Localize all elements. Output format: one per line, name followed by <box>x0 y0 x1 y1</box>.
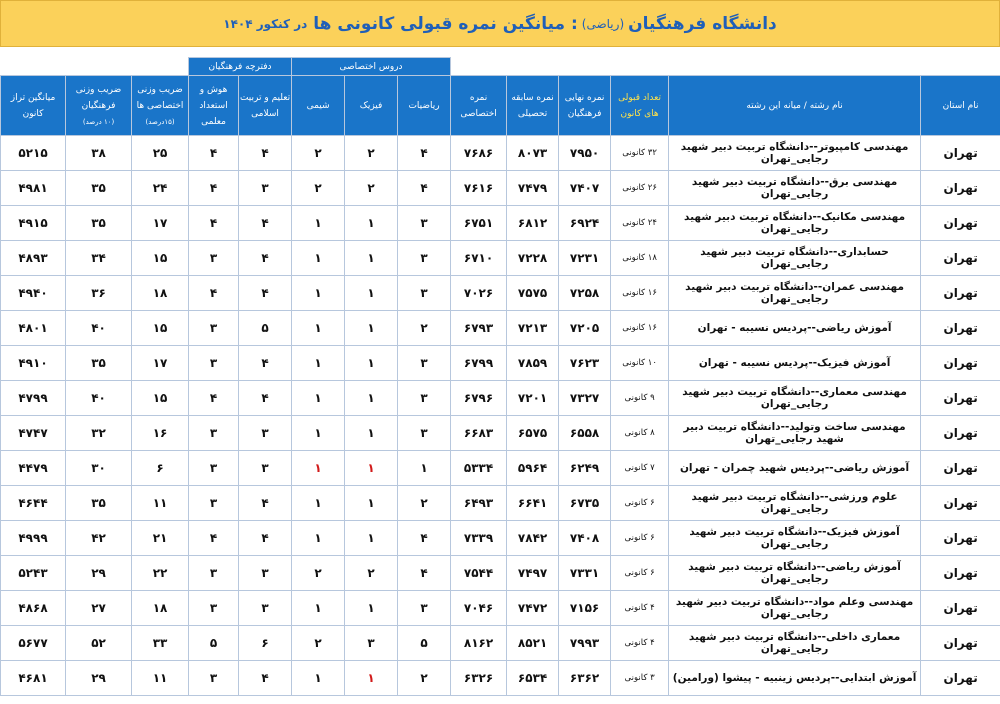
cell-math: ۴ <box>398 521 451 556</box>
cell-coef-culture: ۳۴ <box>66 241 132 276</box>
cell-quota: ۶ کانونی <box>611 521 669 556</box>
header-final: نمره نهایی فرهنگیان <box>559 76 611 136</box>
cell-major: مهندسی معماری--دانشگاه تربیت دبیر شهید رجایی_تهران <box>669 381 921 416</box>
cell-coef-culture: ۳۶ <box>66 276 132 311</box>
cell-iq: ۳ <box>189 591 239 626</box>
cell-physics: ۱ <box>345 311 398 346</box>
cell-coef-culture: ۲۹ <box>66 556 132 591</box>
table-row <box>1 416 1000 451</box>
cell-quota: ۳۲ کانونی <box>611 136 669 171</box>
cell-special: ۶۴۹۳ <box>451 486 507 521</box>
cell-chem: ۱ <box>292 486 345 521</box>
cell-quota: ۴ کانونی <box>611 626 669 661</box>
cell-chem: ۱ <box>292 346 345 381</box>
cell-coef-culture: ۵۲ <box>66 626 132 661</box>
cell-coef-culture: ۴۰ <box>66 381 132 416</box>
cell-physics: ۱ <box>345 241 398 276</box>
cell-physics: ۱ <box>345 381 398 416</box>
cell-special: ۷۰۲۶ <box>451 276 507 311</box>
cell-avg: ۴۹۴۰ <box>1 276 66 311</box>
cell-record: ۶۶۴۱ <box>507 486 559 521</box>
cell-avg: ۵۲۴۳ <box>1 556 66 591</box>
cell-coef-special: ۲۱ <box>132 521 189 556</box>
cell-major: مهندسی وعلم مواد--دانشگاه تربیت دبیر شهید رجایی_تهران <box>669 591 921 626</box>
table-row <box>1 381 1000 416</box>
cell-coef-special: ۳۳ <box>132 626 189 661</box>
cell-chem: ۱ <box>292 381 345 416</box>
cell-chem: ۱ <box>292 241 345 276</box>
cell-final: ۷۴۰۷ <box>559 171 611 206</box>
cell-record: ۷۵۷۵ <box>507 276 559 311</box>
cell-special: ۶۷۹۳ <box>451 311 507 346</box>
cell-major: مهندسی کامپیوتر--دانشگاه تربیت دبیر شهید رجایی_تهران <box>669 136 921 171</box>
cell-chem: ۱ <box>292 661 345 696</box>
cell-major: علوم ورزشی--دانشگاه تربیت دبیر شهید رجایی_تهران <box>669 486 921 521</box>
cell-major: آموزش فیزیک--پردیس نسیبه - تهران <box>669 346 921 381</box>
cell-coef-special: ۱۱ <box>132 661 189 696</box>
cell-final: ۶۳۶۲ <box>559 661 611 696</box>
cell-coef-culture: ۴۲ <box>66 521 132 556</box>
cell-province: تهران <box>921 661 1000 696</box>
cell-iq: ۳ <box>189 556 239 591</box>
cell-iq: ۳ <box>189 241 239 276</box>
cell-quota: ۲۴ کانونی <box>611 206 669 241</box>
cell-iq: ۳ <box>189 486 239 521</box>
cell-religion: ۳ <box>239 591 292 626</box>
cell-province: تهران <box>921 206 1000 241</box>
cell-coef-special: ۲۴ <box>132 171 189 206</box>
title-part3: : میانگین نمره قبولی کانونی ها <box>313 13 578 34</box>
cell-iq: ۳ <box>189 311 239 346</box>
cell-avg: ۴۹۱۰ <box>1 346 66 381</box>
cell-math: ۳ <box>398 591 451 626</box>
cell-chem: ۱ <box>292 206 345 241</box>
table-row <box>1 591 1000 626</box>
cell-quota: ۳ کانونی <box>611 661 669 696</box>
cell-physics: ۱ <box>345 416 398 451</box>
cell-religion: ۶ <box>239 626 292 661</box>
cell-iq: ۳ <box>189 451 239 486</box>
cell-record: ۵۹۶۴ <box>507 451 559 486</box>
cell-physics: ۱ <box>345 486 398 521</box>
cell-avg: ۵۲۱۵ <box>1 136 66 171</box>
header-major: نام رشته / میانه این رشته <box>669 76 921 136</box>
cell-avg: ۴۴۷۹ <box>1 451 66 486</box>
cell-special: ۷۳۳۹ <box>451 521 507 556</box>
cell-special: ۸۱۶۲ <box>451 626 507 661</box>
cell-physics: ۳ <box>345 626 398 661</box>
cell-special: ۶۷۹۹ <box>451 346 507 381</box>
header-physics: فیزیک <box>345 76 398 136</box>
header-coef-special <box>132 76 189 136</box>
cell-physics: ۱ <box>345 276 398 311</box>
cell-avg: ۴۸۰۱ <box>1 311 66 346</box>
cell-special: ۶۷۵۱ <box>451 206 507 241</box>
cell-final: ۷۳۳۱ <box>559 556 611 591</box>
cell-final: ۶۷۳۵ <box>559 486 611 521</box>
cell-coef-special: ۱۵ <box>132 311 189 346</box>
cell-avg: ۴۶۸۱ <box>1 661 66 696</box>
cell-coef-culture: ۳۵ <box>66 206 132 241</box>
cell-coef-culture: ۲۹ <box>66 661 132 696</box>
coef-special-label: ضریب وزنی اختصاصی ها <box>136 84 184 111</box>
cell-special: ۶۷۱۰ <box>451 241 507 276</box>
cell-quota: ۸ کانونی <box>611 416 669 451</box>
cell-religion: ۴ <box>239 521 292 556</box>
cell-math: ۳ <box>398 346 451 381</box>
group-specialized: دروس اختصاصی <box>292 58 451 76</box>
cell-religion: ۴ <box>239 486 292 521</box>
cell-quota: ۱۸ کانونی <box>611 241 669 276</box>
cell-final: ۷۲۳۱ <box>559 241 611 276</box>
cell-physics: ۲ <box>345 556 398 591</box>
cell-coef-culture: ۳۵ <box>66 346 132 381</box>
cell-coef-special: ۱۶ <box>132 416 189 451</box>
cell-chem: ۱ <box>292 416 345 451</box>
header-record: نمره سابقه تحصیلی <box>507 76 559 136</box>
cell-coef-culture: ۳۸ <box>66 136 132 171</box>
results-table <box>0 57 1000 696</box>
cell-major: مهندسی مکانیک--دانشگاه تربیت دبیر شهید رجایی_تهران <box>669 206 921 241</box>
cell-special: ۶۳۲۶ <box>451 661 507 696</box>
header-religion: تعلیم و تربیت اسلامی <box>239 76 292 136</box>
header-spacer-left <box>1 58 189 76</box>
cell-province: تهران <box>921 171 1000 206</box>
table-row <box>1 241 1000 276</box>
cell-special: ۷۵۴۴ <box>451 556 507 591</box>
cell-physics: ۱ <box>345 661 398 696</box>
cell-iq: ۴ <box>189 171 239 206</box>
header-chem: شیمی <box>292 76 345 136</box>
cell-province: تهران <box>921 416 1000 451</box>
cell-avg: ۴۷۴۷ <box>1 416 66 451</box>
cell-coef-culture: ۳۲ <box>66 416 132 451</box>
cell-religion: ۴ <box>239 136 292 171</box>
cell-record: ۷۴۷۲ <box>507 591 559 626</box>
table-row <box>1 521 1000 556</box>
cell-coef-special: ۱۸ <box>132 276 189 311</box>
cell-final: ۷۳۲۷ <box>559 381 611 416</box>
cell-record: ۷۲۱۳ <box>507 311 559 346</box>
cell-math: ۵ <box>398 626 451 661</box>
cell-chem: ۱ <box>292 451 345 486</box>
cell-math: ۴ <box>398 556 451 591</box>
cell-coef-culture: ۳۵ <box>66 171 132 206</box>
cell-major: حسابداری--دانشگاه تربیت دبیر شهید رجایی_تهران <box>669 241 921 276</box>
cell-quota: ۶ کانونی <box>611 486 669 521</box>
cell-chem: ۱ <box>292 276 345 311</box>
cell-math: ۳ <box>398 416 451 451</box>
cell-avg: ۴۸۹۳ <box>1 241 66 276</box>
cell-province: تهران <box>921 276 1000 311</box>
header-quota: تعداد قبولی های کانون <box>611 76 669 136</box>
cell-chem: ۲ <box>292 136 345 171</box>
cell-special: ۷۶۱۶ <box>451 171 507 206</box>
cell-avg: ۴۸۶۸ <box>1 591 66 626</box>
cell-coef-culture: ۳۵ <box>66 486 132 521</box>
cell-math: ۲ <box>398 311 451 346</box>
cell-province: تهران <box>921 591 1000 626</box>
cell-iq: ۳ <box>189 416 239 451</box>
cell-avg: ۴۹۸۱ <box>1 171 66 206</box>
cell-province: تهران <box>921 521 1000 556</box>
cell-province: تهران <box>921 346 1000 381</box>
table-row <box>1 346 1000 381</box>
cell-religion: ۳ <box>239 451 292 486</box>
cell-iq: ۴ <box>189 521 239 556</box>
cell-chem: ۲ <box>292 171 345 206</box>
cell-iq: ۵ <box>189 626 239 661</box>
cell-physics: ۱ <box>345 346 398 381</box>
cell-province: تهران <box>921 556 1000 591</box>
cell-physics: ۱ <box>345 521 398 556</box>
cell-physics: ۱ <box>345 591 398 626</box>
cell-math: ۳ <box>398 206 451 241</box>
cell-math: ۴ <box>398 136 451 171</box>
cell-coef-culture: ۴۰ <box>66 311 132 346</box>
table-row <box>1 311 1000 346</box>
cell-final: ۷۹۹۳ <box>559 626 611 661</box>
cell-chem: ۱ <box>292 311 345 346</box>
cell-record: ۸۰۷۳ <box>507 136 559 171</box>
cell-record: ۶۵۷۵ <box>507 416 559 451</box>
page-title <box>0 0 1000 47</box>
coef-special-note: (۱۵درصد) <box>145 117 175 126</box>
cell-math: ۳ <box>398 276 451 311</box>
cell-coef-culture: ۲۷ <box>66 591 132 626</box>
cell-record: ۷۲۰۱ <box>507 381 559 416</box>
cell-major: آموزش ریاضی--پردیس شهید چمران - تهران <box>669 451 921 486</box>
cell-major: آموزش ریاضی--دانشگاه تربیت دبیر شهید رجایی_تهران <box>669 556 921 591</box>
cell-record: ۷۴۷۹ <box>507 171 559 206</box>
cell-coef-special: ۱۷ <box>132 206 189 241</box>
cell-final: ۶۵۵۸ <box>559 416 611 451</box>
cell-iq: ۴ <box>189 206 239 241</box>
cell-quota: ۱۰ کانونی <box>611 346 669 381</box>
cell-record: ۸۵۲۱ <box>507 626 559 661</box>
cell-iq: ۴ <box>189 136 239 171</box>
cell-quota: ۷ کانونی <box>611 451 669 486</box>
cell-major: آموزش فیزیک--دانشگاه تربیت دبیر شهید رجایی_تهران <box>669 521 921 556</box>
cell-quota: ۲۶ کانونی <box>611 171 669 206</box>
group-culture: دفترچه فرهنگیان <box>189 58 292 76</box>
header-avg: میانگین تراز کانون <box>1 76 66 136</box>
header-spacer <box>451 58 1000 76</box>
cell-math: ۲ <box>398 486 451 521</box>
cell-avg: ۴۹۹۹ <box>1 521 66 556</box>
cell-math: ۳ <box>398 241 451 276</box>
cell-quota: ۴ کانونی <box>611 591 669 626</box>
cell-coef-special: ۱۵ <box>132 241 189 276</box>
cell-major: آموزش ریاضی--پردیس نسیبه - تهران <box>669 311 921 346</box>
cell-religion: ۴ <box>239 346 292 381</box>
header-special: نمره اختصاصی <box>451 76 507 136</box>
table-row <box>1 556 1000 591</box>
cell-coef-special: ۶ <box>132 451 189 486</box>
cell-record: ۷۸۴۲ <box>507 521 559 556</box>
cell-quota: ۱۶ کانونی <box>611 311 669 346</box>
cell-iq: ۳ <box>189 346 239 381</box>
cell-province: تهران <box>921 451 1000 486</box>
cell-religion: ۴ <box>239 206 292 241</box>
cell-iq: ۴ <box>189 276 239 311</box>
cell-special: ۵۳۳۴ <box>451 451 507 486</box>
cell-special: ۶۷۹۶ <box>451 381 507 416</box>
cell-religion: ۵ <box>239 311 292 346</box>
cell-province: تهران <box>921 311 1000 346</box>
cell-avg: ۴۷۹۹ <box>1 381 66 416</box>
table-row <box>1 661 1000 696</box>
cell-chem: ۱ <box>292 521 345 556</box>
title-part1: دانشگاه فرهنگیان <box>628 13 777 34</box>
cell-major: مهندسی ساخت وتولید--دانشگاه تربیت دبیر شهید رجایی_تهران <box>669 416 921 451</box>
table-row <box>1 136 1000 171</box>
cell-avg: ۴۹۱۵ <box>1 206 66 241</box>
cell-record: ۶۵۳۴ <box>507 661 559 696</box>
cell-physics: ۱ <box>345 206 398 241</box>
header-iq: هوش و استعداد معلمی <box>189 76 239 136</box>
cell-avg: ۴۶۴۴ <box>1 486 66 521</box>
cell-province: تهران <box>921 241 1000 276</box>
table-row <box>1 206 1000 241</box>
cell-province: تهران <box>921 626 1000 661</box>
cell-religion: ۳ <box>239 556 292 591</box>
cell-coef-special: ۲۲ <box>132 556 189 591</box>
cell-math: ۴ <box>398 171 451 206</box>
cell-chem: ۲ <box>292 626 345 661</box>
cell-physics: ۱ <box>345 451 398 486</box>
cell-final: ۶۲۴۹ <box>559 451 611 486</box>
cell-special: ۷۶۸۶ <box>451 136 507 171</box>
cell-quota: ۱۶ کانونی <box>611 276 669 311</box>
cell-final: ۷۲۵۸ <box>559 276 611 311</box>
cell-coef-special: ۱۵ <box>132 381 189 416</box>
header-province: نام استان <box>921 76 1000 136</box>
title-part2: (ریاضی) <box>581 16 625 31</box>
table-row <box>1 626 1000 661</box>
cell-chem: ۱ <box>292 591 345 626</box>
table-row <box>1 276 1000 311</box>
cell-religion: ۴ <box>239 276 292 311</box>
cell-province: تهران <box>921 136 1000 171</box>
header-math: ریاضیات <box>398 76 451 136</box>
cell-coef-special: ۱۸ <box>132 591 189 626</box>
cell-special: ۷۰۴۶ <box>451 591 507 626</box>
cell-avg: ۵۶۷۷ <box>1 626 66 661</box>
cell-record: ۷۲۲۸ <box>507 241 559 276</box>
cell-coef-special: ۱۱ <box>132 486 189 521</box>
table-row <box>1 486 1000 521</box>
cell-coef-special: ۲۵ <box>132 136 189 171</box>
cell-special: ۶۶۸۳ <box>451 416 507 451</box>
cell-final: ۷۶۲۳ <box>559 346 611 381</box>
coef-culture-note: (۱۰ درصد) <box>82 117 115 126</box>
cell-final: ۶۹۲۴ <box>559 206 611 241</box>
table-row <box>1 171 1000 206</box>
title-part4: در کنکور ۱۴۰۴ <box>223 16 308 31</box>
cell-religion: ۴ <box>239 661 292 696</box>
cell-iq: ۳ <box>189 661 239 696</box>
cell-final: ۷۱۵۶ <box>559 591 611 626</box>
cell-physics: ۲ <box>345 136 398 171</box>
cell-record: ۷۴۹۷ <box>507 556 559 591</box>
cell-quota: ۹ کانونی <box>611 381 669 416</box>
cell-coef-special: ۱۷ <box>132 346 189 381</box>
cell-major: معماری داخلی--دانشگاه تربیت دبیر شهید رجایی_تهران <box>669 626 921 661</box>
coef-culture-label: ضریب وزنی فرهنگیان <box>75 84 122 111</box>
cell-coef-culture: ۳۰ <box>66 451 132 486</box>
cell-province: تهران <box>921 381 1000 416</box>
cell-chem: ۲ <box>292 556 345 591</box>
cell-record: ۷۸۵۹ <box>507 346 559 381</box>
cell-quota: ۶ کانونی <box>611 556 669 591</box>
cell-major: آموزش ابتدایی--پردیس زینبیه - پیشوا (ورامین) <box>669 661 921 696</box>
cell-final: ۷۹۵۰ <box>559 136 611 171</box>
cell-iq: ۴ <box>189 381 239 416</box>
cell-province: تهران <box>921 486 1000 521</box>
table-row <box>1 451 1000 486</box>
cell-major: مهندسی عمران--دانشگاه تربیت دبیر شهید رجایی_تهران <box>669 276 921 311</box>
cell-math: ۱ <box>398 451 451 486</box>
cell-major: مهندسی برق--دانشگاه تربیت دبیر شهید رجایی_تهران <box>669 171 921 206</box>
cell-religion: ۴ <box>239 381 292 416</box>
header-coef-culture <box>66 76 132 136</box>
cell-religion: ۳ <box>239 416 292 451</box>
cell-final: ۷۴۰۸ <box>559 521 611 556</box>
cell-record: ۶۸۱۲ <box>507 206 559 241</box>
cell-physics: ۲ <box>345 171 398 206</box>
cell-religion: ۴ <box>239 241 292 276</box>
cell-religion: ۳ <box>239 171 292 206</box>
cell-math: ۳ <box>398 381 451 416</box>
cell-final: ۷۲۰۵ <box>559 311 611 346</box>
cell-math: ۲ <box>398 661 451 696</box>
